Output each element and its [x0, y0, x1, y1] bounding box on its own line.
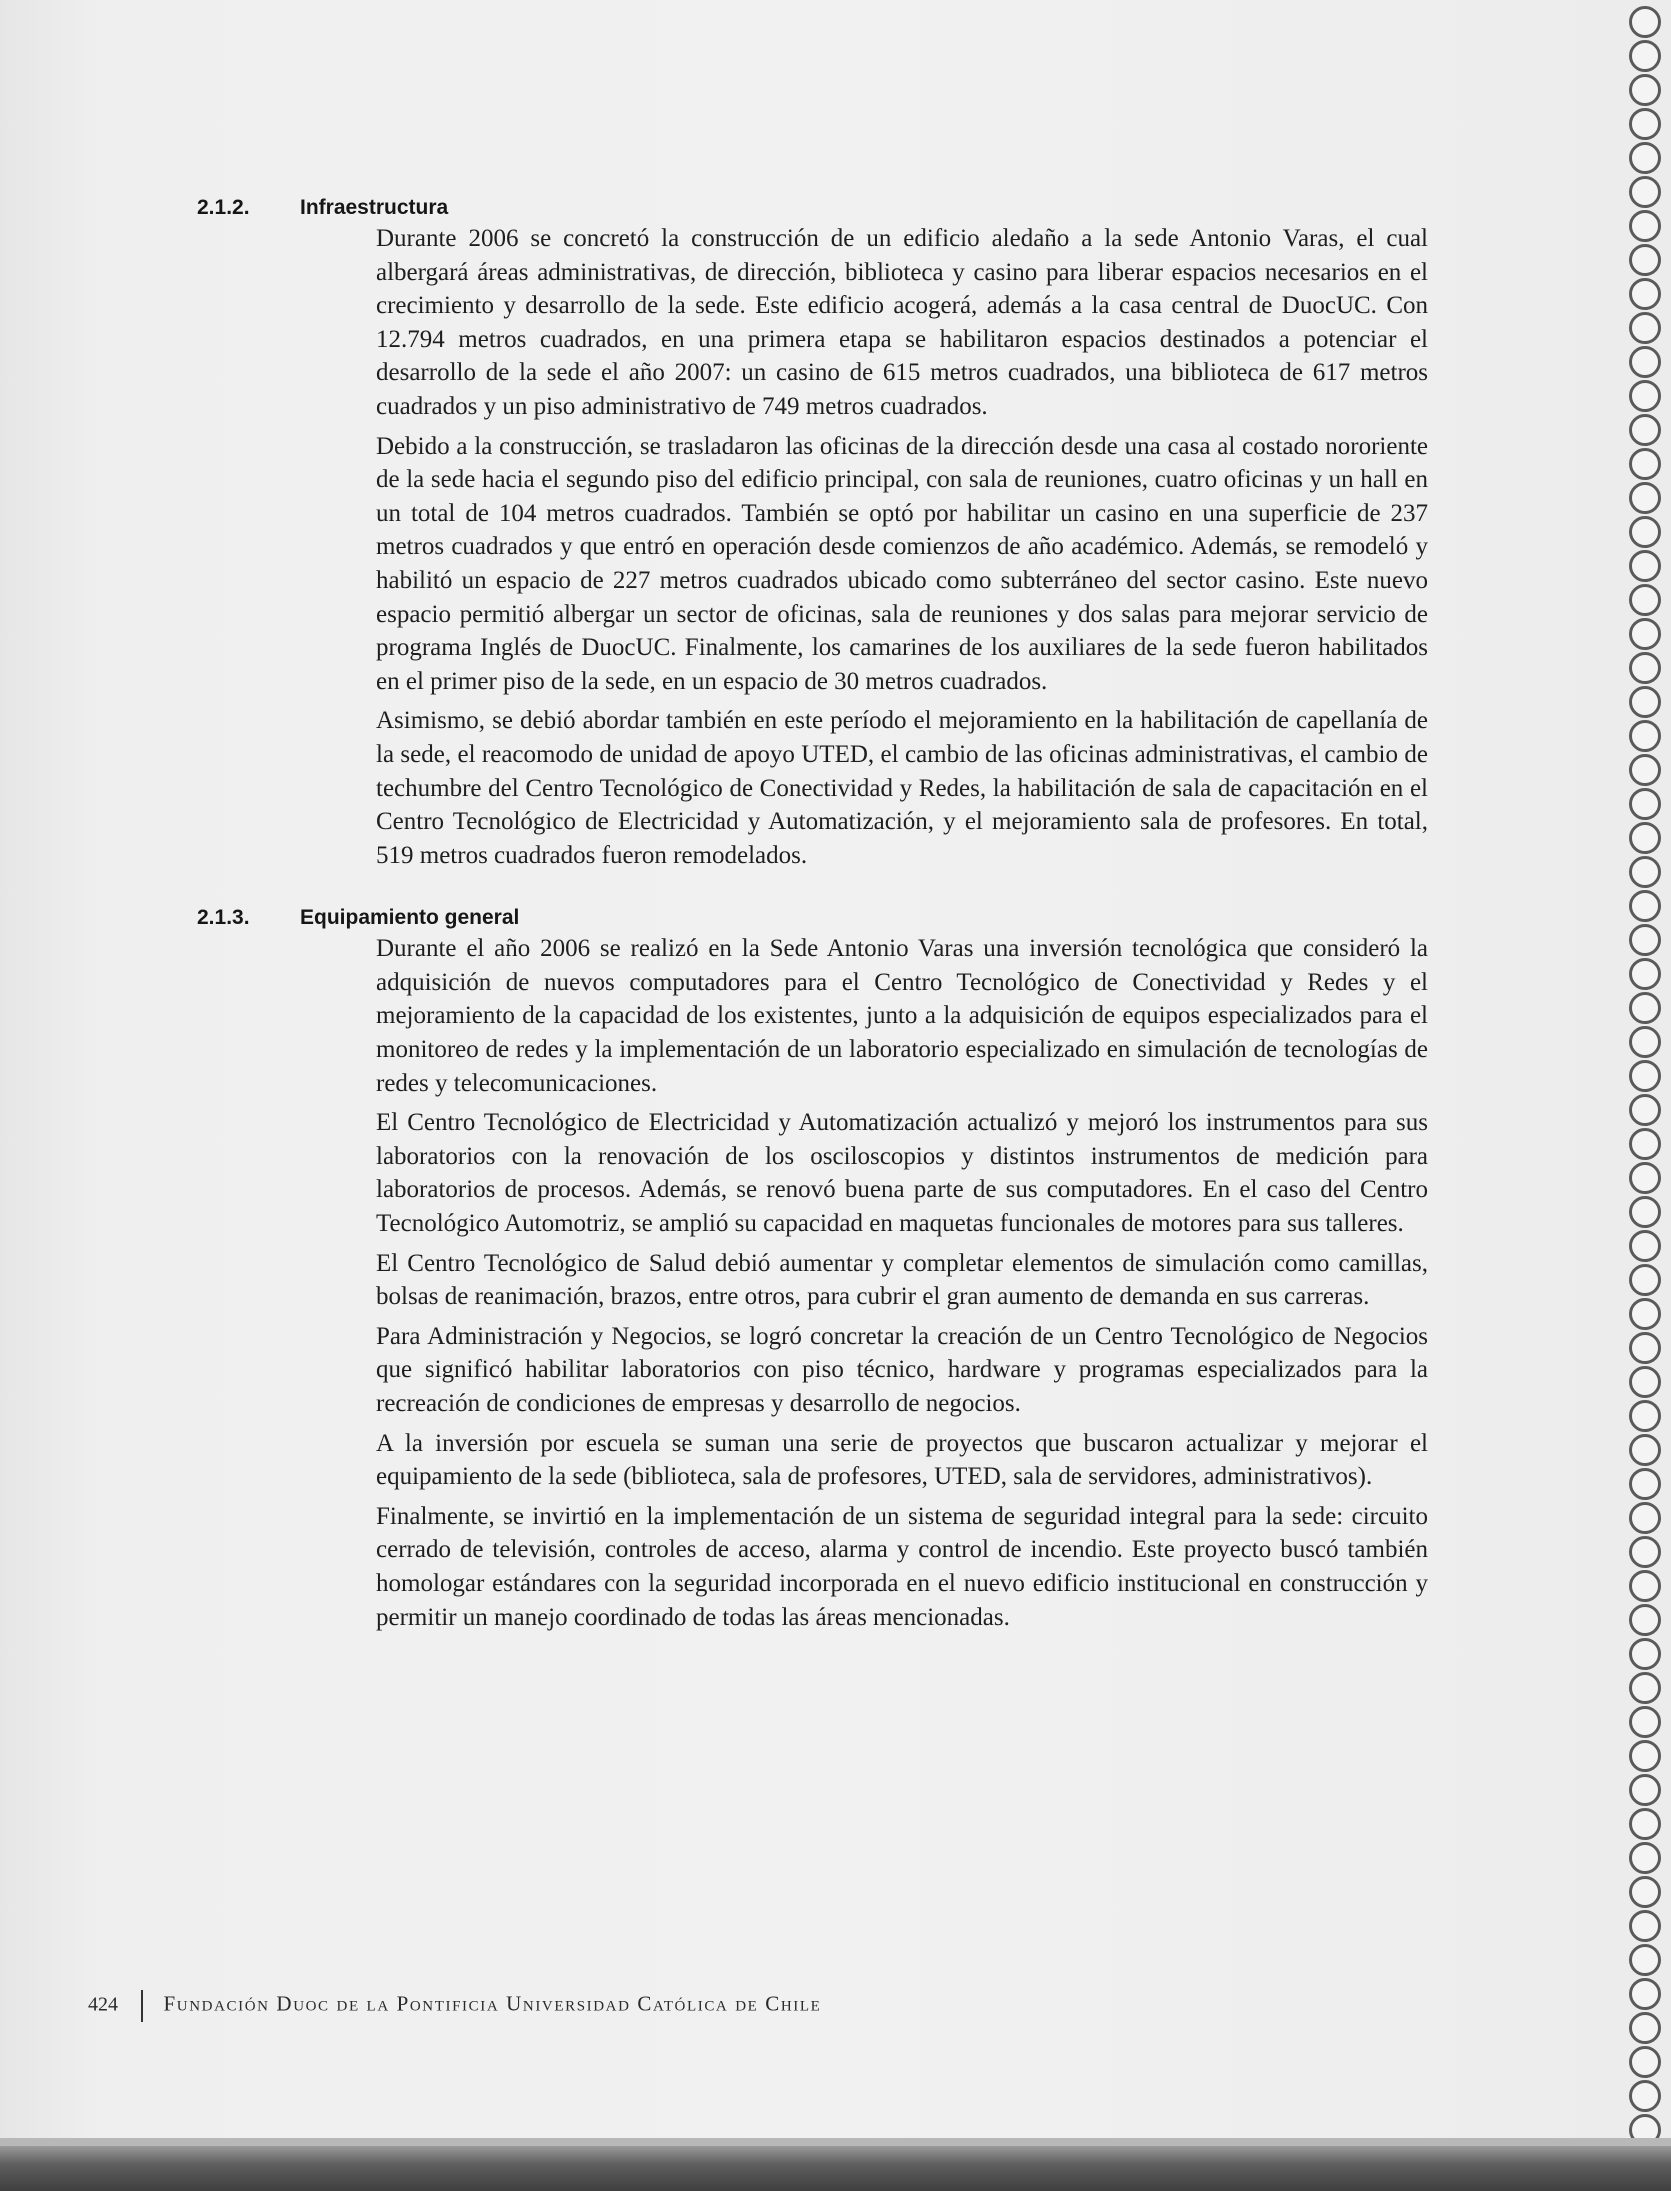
- binding-ring: [1629, 890, 1661, 922]
- binding-ring: [1629, 278, 1661, 310]
- section-heading-infraestructura: [197, 194, 1428, 222]
- binding-ring: [1629, 74, 1661, 106]
- binding-ring: [1629, 346, 1661, 378]
- paragraph: Para Administración y Negocios, se logró concretar la creación de un Centro Tecnológico de Negocios que significó habilitar laboratorios con piso técnico, hardware y programas especializados para la recreación de condiciones de empresas y desarrollo de negocios.: [376, 1322, 1428, 1417]
- binding-ring: [1629, 958, 1661, 990]
- binding-ring: [1629, 1298, 1661, 1330]
- binding-ring: [1629, 652, 1661, 684]
- binding-ring: [1629, 1774, 1661, 1806]
- binding-ring: [1629, 1876, 1661, 1908]
- footer-publisher: Fundación Duoc de la Pontificia Universidad Católica de Chile: [163, 1991, 822, 2016]
- binding-ring: [1629, 1638, 1661, 1670]
- binding-ring: [1629, 2046, 1661, 2078]
- binding-ring: [1629, 1332, 1661, 1364]
- binding-ring: [1629, 1842, 1661, 1874]
- binding-ring: [1629, 482, 1661, 514]
- binding-ring: [1629, 414, 1661, 446]
- binding-ring: [1629, 1230, 1661, 1262]
- binding-ring: [1629, 1706, 1661, 1738]
- binding-ring: [1629, 142, 1661, 174]
- page-content: [197, 194, 1428, 1640]
- section-number: 2.1.3.: [197, 906, 250, 930]
- page-footer: [88, 1990, 821, 2022]
- binding-ring: [1629, 1944, 1661, 1976]
- binding-ring: [1629, 1434, 1661, 1466]
- binding-ring: [1629, 1094, 1661, 1126]
- binding-ring: [1629, 584, 1661, 616]
- paragraph: El Centro Tecnológico de Electricidad y Automatización actualizó y mejoró los instrumentos para sus laboratorios con la renovación de los osciloscopios y distintos instrumentos de medición para laboratorios de procesos. Además, se renovó buena parte de sus computadores. En el caso del Centro Tecnológico Automotriz, se amplió su capacidad en maquetas funcionales de motores para sus talleres.: [376, 1109, 1428, 1238]
- binding-ring: [1629, 312, 1661, 344]
- binding-ring: [1629, 1060, 1661, 1092]
- binding-ring: [1629, 6, 1661, 38]
- binding-ring: [1629, 1400, 1661, 1432]
- footer-divider: [141, 1990, 143, 2022]
- scan-edge: [0, 2138, 1671, 2146]
- binding-ring: [1629, 40, 1661, 72]
- spiral-binding: [1619, 0, 1671, 2150]
- binding-ring: [1629, 1672, 1661, 1704]
- binding-ring: [1629, 108, 1661, 140]
- binding-ring: [1629, 244, 1661, 276]
- binding-ring: [1629, 1808, 1661, 1840]
- binding-ring: [1629, 822, 1661, 854]
- binding-ring: [1629, 924, 1661, 956]
- binding-ring: [1629, 176, 1661, 208]
- binding-ring: [1629, 720, 1661, 752]
- section-heading-equipamiento: [197, 904, 1428, 932]
- binding-ring: [1629, 1264, 1661, 1296]
- binding-ring: [1629, 1502, 1661, 1534]
- section-title: Infraestructura: [300, 196, 449, 219]
- page-number: 424: [88, 1993, 118, 2016]
- paragraph: Finalmente, se invirtió en la implementación de un sistema de seguridad integral para la sede: circuito cerrado de televisión, controles de acceso, alarma y control de incendio. Este proyecto buscó también homologar estándares con la seguridad incorporada en el nuevo edificio institucional en construcción y permitir un manejo coordinado de todas las áreas mencionadas.: [376, 1502, 1428, 1631]
- binding-ring: [1629, 788, 1661, 820]
- binding-ring: [1629, 1196, 1661, 1228]
- binding-ring: [1629, 754, 1661, 786]
- section-title: Equipamiento general: [300, 906, 520, 930]
- binding-ring: [1629, 1162, 1661, 1194]
- paragraph: Debido a la construcción, se trasladaron las oficinas de la dirección desde una casa al costado nororiente de la sede hacia el segundo piso del edificio principal, con sala de reuniones, cuatro oficinas y un hall en un total de 104 metros cuadrados. También se optó por habilitar un casino en una superficie de 237 metros cuadrados y que entró en operación desde comienzos de año académico. Además, se remodeló y habilitó un espacio de 227 metros cuadrados ubicado como subterráneo del sector casino. Este nuevo espacio permitió albergar un sector de oficinas, sala de reuniones y dos salas para mejorar servicio de programa Inglés de DuocUC. Finalmente, los camarines de los auxiliares de la sede fueron habilitados en el primer piso de la sede, en un espacio de 30 metros cuadrados.: [376, 432, 1428, 695]
- binding-ring: [1629, 1740, 1661, 1772]
- binding-ring: [1629, 448, 1661, 480]
- binding-ring: [1629, 618, 1661, 650]
- binding-ring: [1629, 856, 1661, 888]
- paragraph: A la inversión por escuela se suman una serie de proyectos que buscaron actualizar y mejorar el equipamiento de la sede (biblioteca, sala de profesores, UTED, sala de servidores, administrativos).: [376, 1429, 1428, 1491]
- paragraph: Asimismo, se debió abordar también en este período el mejoramiento en la habilitación de capellanía de la sede, el reacomodo de unidad de apoyo UTED, el cambio de las oficinas administrativas, el cambio de techumbre del Centro Tecnológico de Conectividad y Redes, la habilitación de sala de capacitación en el Centro Tecnológico de Electricidad y Automatización, y el mejoramiento sala de profesores. En total, 519 metros cuadrados fueron remodelados.: [376, 707, 1428, 869]
- binding-ring: [1629, 1026, 1661, 1058]
- binding-ring: [1629, 1536, 1661, 1568]
- binding-ring: [1629, 2080, 1661, 2112]
- paragraph: El Centro Tecnológico de Salud debió aumentar y completar elementos de simulación como camillas, bolsas de reanimación, brazos, entre otros, para cubrir el gran aumento de demanda en sus carreras.: [376, 1249, 1428, 1311]
- binding-ring: [1629, 210, 1661, 242]
- binding-ring: [1629, 1604, 1661, 1636]
- binding-ring: [1629, 1910, 1661, 1942]
- binding-ring: [1629, 992, 1661, 1024]
- binding-ring: [1629, 1978, 1661, 2010]
- binding-ring: [1629, 1468, 1661, 1500]
- paragraph: Durante 2006 se concretó la construcción de un edificio aledaño a la sede Antonio Varas, el cual albergará áreas administrativas, de dirección, biblioteca y casino para liberar espacios necesarios en el crecimiento y desarrollo de la sede. Este edificio acogerá, además a la casa central de DuocUC. Con 12.794 metros cuadrados, en una primera etapa se habilitaron espacios destinados a potenciar el desarrollo de la sede el año 2007: un casino de 615 metros cuadrados, una biblioteca de 617 metros cuadrados y un piso administrativo de 749 metros cuadrados.: [376, 225, 1428, 420]
- section-number: 2.1.2.: [197, 196, 250, 219]
- binding-ring: [1629, 516, 1661, 548]
- scan-shadow-band: [0, 2146, 1671, 2191]
- binding-ring: [1629, 686, 1661, 718]
- binding-ring: [1629, 1366, 1661, 1398]
- binding-ring: [1629, 2012, 1661, 2044]
- binding-ring: [1629, 1128, 1661, 1160]
- paragraph: Durante el año 2006 se realizó en la Sede Antonio Varas una inversión tecnológica que consideró la adquisición de nuevos computadores para el Centro Tecnológico de Conectividad y Redes y el mejoramiento de la capacidad de los existentes, junto a la adquisición de equipos especializados para el monitoreo de redes y la implementación de un laboratorio especializado en simulación de tecnologías de redes y telecomunicaciones.: [376, 935, 1428, 1097]
- binding-ring: [1629, 1570, 1661, 1602]
- binding-ring: [1629, 550, 1661, 582]
- binding-ring: [1629, 380, 1661, 412]
